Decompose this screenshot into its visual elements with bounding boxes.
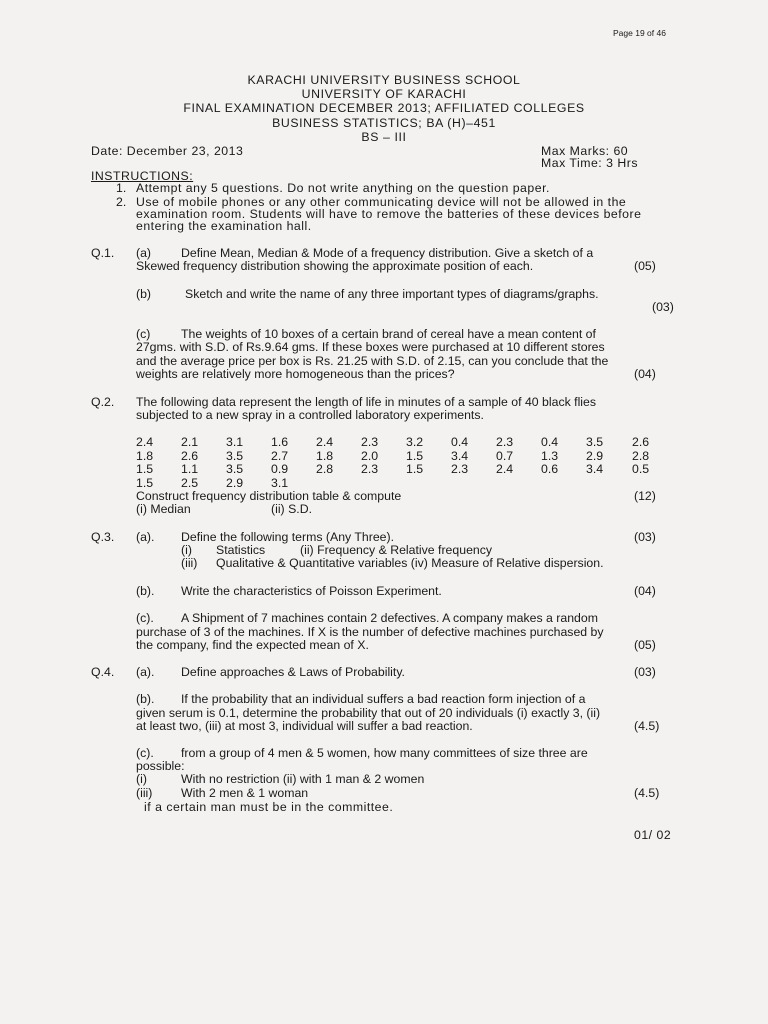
q3a-i: Statistics: [216, 543, 266, 557]
data-cell: 3.2: [406, 435, 424, 449]
data-cell: 3.5: [226, 462, 244, 476]
q1-number: Q.1.: [91, 246, 115, 260]
q2-line-2: subjected to a new spray in a controlled laboratory experiments.: [136, 408, 484, 422]
q3a-iii: Qualitative & Quantitative variables (iv) Measure of Relative dispersion.: [216, 556, 604, 570]
q4b-marks: (4.5): [634, 719, 660, 733]
q1a-label: (a): [136, 246, 152, 260]
data-cell: 2.4: [496, 462, 514, 476]
q4c-line-5: if a certain man must be in the committee.: [144, 800, 394, 814]
instruction-2-number: 2.: [116, 195, 127, 209]
school-name: KARACHI UNIVERSITY BUSINESS SCHOOL: [247, 73, 521, 87]
data-cell: 0.4: [541, 435, 559, 449]
q1b-line-1: Sketch and write the name of any three important types of diagrams/graphs.: [185, 287, 599, 301]
q4b-label: (b).: [136, 692, 155, 706]
q4c-line-2: possible:: [136, 759, 185, 773]
data-cell: 2.1: [181, 435, 199, 449]
data-cell: 3.1: [271, 476, 289, 490]
q2-marks: (12): [634, 489, 656, 503]
instruction-2-line-1: Use of mobile phones or any other communicating device will not be allowed in the: [136, 195, 627, 209]
q3c-marks: (05): [634, 638, 656, 652]
instruction-1-number: 1.: [116, 181, 127, 195]
q3a-ii: (ii) Frequency & Relative frequency: [300, 543, 493, 557]
q4a-label: (a).: [136, 665, 155, 679]
q4c-iii: With 2 men & 1 woman: [181, 786, 309, 800]
q1c-label: (c): [136, 327, 151, 341]
data-cell: 2.3: [451, 462, 469, 476]
q4c-line-1: from a group of 4 men & 5 women, how many committees of size three are: [181, 746, 588, 760]
data-cell: 2.8: [632, 449, 650, 463]
q2-number: Q.2.: [91, 395, 115, 409]
q1c-line-2: 27gms. with S.D. of Rs.9.64 gms. If these boxes were purchased at 10 different stores: [136, 340, 605, 354]
data-cell: 0.4: [451, 435, 469, 449]
data-cell: 2.4: [136, 435, 154, 449]
data-cell: 2.6: [632, 435, 650, 449]
data-cell: 3.1: [226, 435, 244, 449]
instruction-2-line-2: examination room. Students will have to remove the batteries of these devices before: [136, 207, 642, 221]
data-cell: 3.5: [226, 449, 244, 463]
q1c-line-4: weights are relatively more homogeneous than the prices?: [136, 367, 455, 381]
q3c-line-3: the company, find the expected mean of X.: [136, 638, 369, 652]
instruction-2-line-3: entering the examination hall.: [136, 219, 312, 233]
data-cell: 2.3: [496, 435, 514, 449]
q2-sub-ii: (ii) S.D.: [271, 502, 312, 516]
q4a-line-1: Define approaches & Laws of Probability.: [181, 665, 405, 679]
q3c-line-1: A Shipment of 7 machines contain 2 defectives. A company makes a random: [181, 611, 598, 625]
data-cell: 1.5: [406, 449, 424, 463]
q3b-label: (b).: [136, 584, 155, 598]
q1a-marks: (05): [634, 259, 656, 273]
data-cell: 1.5: [136, 476, 154, 490]
q4a-marks: (03): [634, 665, 656, 679]
q1b-marks: (03): [652, 300, 674, 314]
max-marks: Max Marks: 60: [541, 144, 629, 158]
data-cell: 1.3: [541, 449, 559, 463]
q2-construct: Construct frequency distribution table & compute: [136, 489, 402, 503]
q2-line-1: The following data represent the length of life in minutes of a sample of 40 black flies: [136, 395, 597, 409]
q3a-marks: (03): [634, 530, 656, 544]
data-cell: 2.9: [586, 449, 604, 463]
q1c-marks: (04): [634, 367, 656, 381]
q3c-line-2: purchase of 3 of the machines. If X is the number of defective machines purchased by: [136, 625, 604, 639]
footer-page-indicator: 01/ 02: [634, 828, 672, 842]
page-number: Page 19 of 46: [613, 28, 666, 38]
q4b-line-3: at least two, (iii) at most 3, individual will suffer a bad reaction.: [136, 719, 473, 733]
program-code: BS – III: [361, 130, 407, 144]
q1a-line-1: Define Mean, Median & Mode of a frequency distribution. Give a sketch of a: [181, 246, 594, 260]
q1c-line-1: The weights of 10 boxes of a certain brand of cereal have a mean content of: [181, 327, 596, 341]
data-cell: 3.5: [586, 435, 604, 449]
data-cell: 2.7: [271, 449, 289, 463]
q3c-label: (c).: [136, 611, 154, 625]
data-cell: 1.1: [181, 462, 199, 476]
q1c-line-3: and the average price per box is Rs. 21.25 with S.D. of 2.15, can you conclude that the: [136, 354, 609, 368]
data-cell: 0.6: [541, 462, 559, 476]
q4c-label: (c).: [136, 746, 154, 760]
data-cell: 1.8: [136, 449, 154, 463]
q4c-i: With no restriction (ii) with 1 man & 2 women: [181, 772, 425, 786]
q4c-marks: (4.5): [634, 786, 660, 800]
data-cell: 0.7: [496, 449, 514, 463]
data-cell: 2.8: [316, 462, 334, 476]
data-cell: 2.9: [226, 476, 244, 490]
q1b-label: (b): [136, 287, 152, 301]
q1a-line-2: Skewed frequency distribution showing the approximate position of each.: [136, 259, 534, 273]
data-cell: 2.3: [361, 435, 379, 449]
data-cell: 2.3: [361, 462, 379, 476]
data-cell: 2.0: [361, 449, 379, 463]
q3a-label: (a).: [136, 530, 155, 544]
q3a-i-number: (i): [181, 543, 192, 557]
q3a-iii-number: (iii): [181, 556, 198, 570]
q4b-line-2: given serum is 0.1, determine the probability that out of 20 individuals (i) exactly 3, (ii): [136, 706, 601, 720]
data-cell: 0.5: [632, 462, 650, 476]
instructions-title: INSTRUCTIONS:: [91, 169, 194, 183]
q3b-line-1: Write the characteristics of Poisson Experiment.: [181, 584, 442, 598]
exam-title: FINAL EXAMINATION DECEMBER 2013; AFFILIATED COLLEGES: [183, 101, 585, 115]
q2-sub-i: (i) Median: [136, 502, 191, 516]
data-cell: 2.4: [316, 435, 334, 449]
data-cell: 1.6: [271, 435, 289, 449]
data-cell: 3.4: [451, 449, 469, 463]
exam-date: Date: December 23, 2013: [91, 144, 244, 158]
max-time: Max Time: 3 Hrs: [541, 156, 639, 170]
q4c-i-number: (i): [136, 772, 147, 786]
course-title: BUSINESS STATISTICS; BA (H)–451: [272, 116, 496, 130]
university-name: UNIVERSITY OF KARACHI: [301, 87, 467, 101]
q3-number: Q.3.: [91, 530, 115, 544]
data-cell: 1.5: [136, 462, 154, 476]
data-cell: 2.6: [181, 449, 199, 463]
data-cell: 3.4: [586, 462, 604, 476]
q4b-line-1: If the probability that an individual suffers a bad reaction form injection of a: [181, 692, 586, 706]
q3b-marks: (04): [634, 584, 656, 598]
q4c-iii-number: (iii): [136, 786, 153, 800]
data-cell: 2.5: [181, 476, 199, 490]
q4-number: Q.4.: [91, 665, 115, 679]
data-cell: 1.5: [406, 462, 424, 476]
q3a-line-1: Define the following terms (Any Three).: [181, 530, 395, 544]
data-cell: 1.8: [316, 449, 334, 463]
instruction-1: Attempt any 5 questions. Do not write anything on the question paper.: [136, 181, 550, 195]
data-cell: 0.9: [271, 462, 289, 476]
